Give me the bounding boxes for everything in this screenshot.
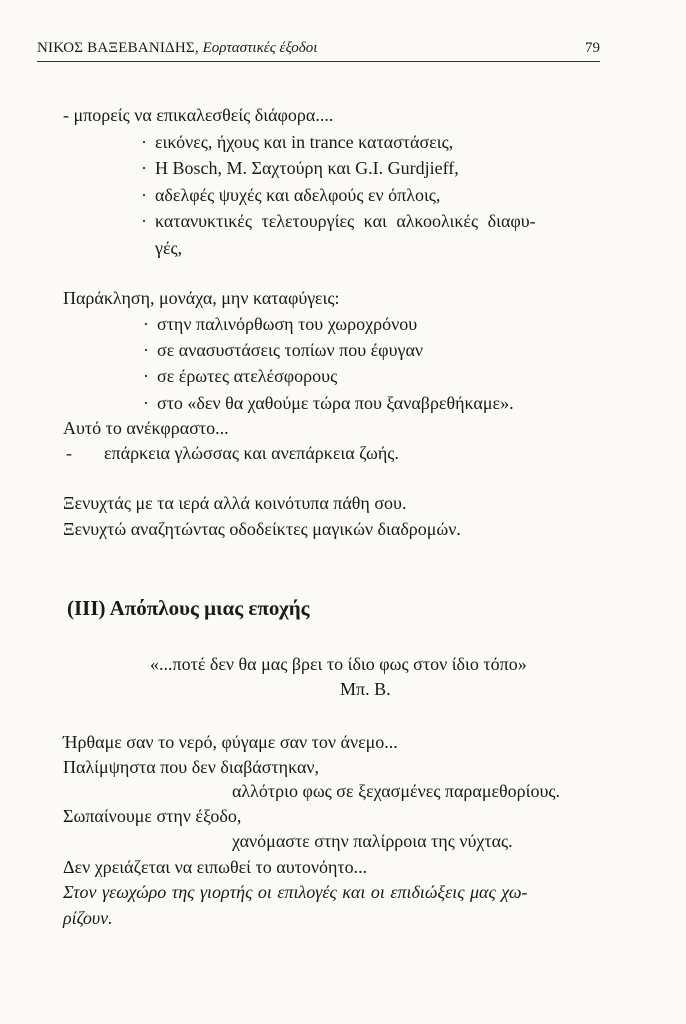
bullet: · xyxy=(141,158,147,178)
list-item: · στην παλινόρθωση του χωροχρόνου xyxy=(143,314,418,334)
block1-intro: - μπορείς να επικαλεσθείς διάφορα.... xyxy=(63,105,334,125)
list-item: · σε έρωτες ατελέσφορους xyxy=(143,366,338,386)
header-book-title: Εορταστικές έξοδοι xyxy=(202,40,318,56)
poem-line: Σωπαίνουμε στην έξοδο, xyxy=(63,806,242,826)
bullet: · xyxy=(141,185,147,205)
list-item: · στο «δεν θα χαθούμε τώρα που ξαναβρεθήκαμε». xyxy=(143,393,514,413)
block3-line-1: Ξενυχτάς με τα ιερά αλλά κοινότυπα πάθη σου. xyxy=(63,493,407,513)
list-item-continuation: γές, xyxy=(155,238,183,258)
bullet: · xyxy=(141,211,147,231)
bullet: · xyxy=(143,393,149,413)
block2-line-b: επάρκεια γλώσσας και ανεπάρκεια ζωής. xyxy=(104,443,399,463)
poem-line: ρίζουν. xyxy=(63,908,113,928)
poem-line: Δεν χρειάζεται να ειπωθεί το αυτονόητο... xyxy=(63,857,368,877)
bullet: · xyxy=(143,340,149,360)
poem-line: Ήρθαμε σαν το νερό, φύγαμε σαν τον άνεμο... xyxy=(63,732,398,752)
list-item: · κατανυκτικές τελετουργίες και αλκοολικές διαφυ- xyxy=(141,211,536,231)
bullet: · xyxy=(141,132,147,152)
header-author: ΝΙΚΟΣ ΒΑΞΕΒΑΝΙΔΗΣ, xyxy=(37,40,199,56)
page-number: 79 xyxy=(585,40,600,56)
poem-line: Παλίμψηστα που δεν διαβάστηκαν, xyxy=(63,757,320,777)
poem-line: χανόμαστε στην παλίρροια της νύχτας. xyxy=(232,831,513,851)
block2-intro: Παράκληση, μονάχα, μην καταφύγεις: xyxy=(63,288,340,308)
list-item: · σε ανασυστάσεις τοπίων που έφυγαν xyxy=(143,340,424,360)
block3-line-2: Ξενυχτώ αναζητώντας οδοδείκτες μαγικών διαδρομών. xyxy=(63,519,461,539)
list-item: · αδελφές ψυχές και αδελφούς εν όπλοις, xyxy=(141,185,441,205)
bullet: · xyxy=(143,366,149,386)
header-rule xyxy=(37,61,600,62)
poem-line: Στον γεωχώρο της γιορτής οι επιλογές και οι επιδιώξεις μας χω- xyxy=(63,882,528,902)
block2-line-a: Αυτό το ανέκφραστο... xyxy=(63,418,229,438)
header-title xyxy=(37,40,317,57)
poem-line: αλλότριο φως σε ξεχασμένες παραμεθορίους. xyxy=(232,781,561,801)
section-heading: (ΙΙΙ) Απόπλους μιας εποχής xyxy=(67,596,310,620)
running-header xyxy=(37,40,600,57)
list-item: · Η Bosch, Μ. Σαχτούρη και G.I. Gurdjieff, xyxy=(141,158,459,178)
epigraph-quote: «...ποτέ δεν θα μας βρει το ίδιο φως στον ίδιο τόπο» xyxy=(150,654,527,674)
dash-marker: - xyxy=(66,443,72,463)
epigraph-author: Μπ. Β. xyxy=(340,679,391,699)
bullet: · xyxy=(143,314,149,334)
list-item: · εικόνες, ήχους και in trance καταστάσεις, xyxy=(141,132,454,152)
